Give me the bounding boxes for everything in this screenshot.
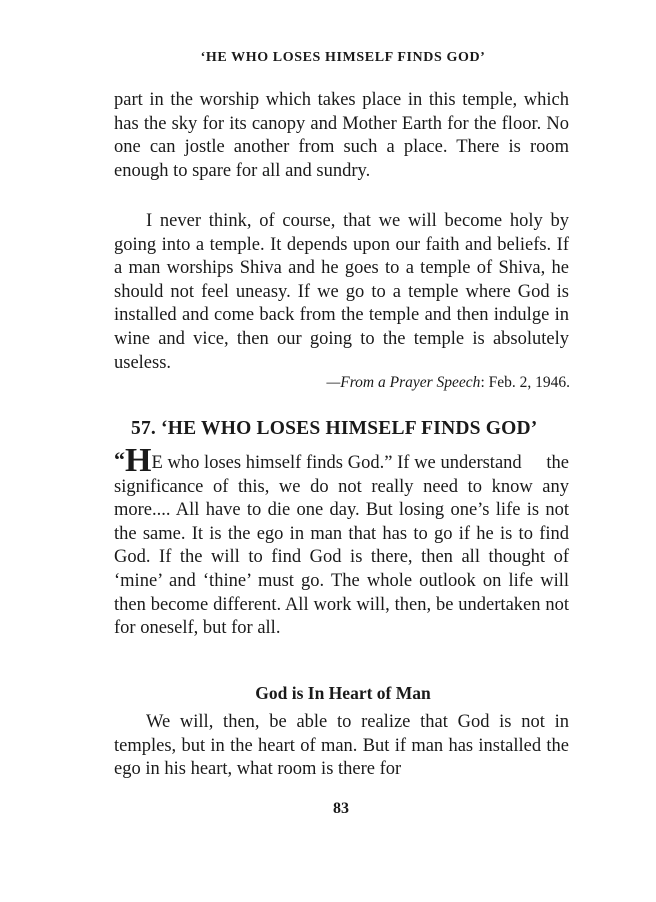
paragraph-text (114, 442, 570, 641)
paragraph-rest: the significance of this, we do not really need to know any more.... All have to die one day. But losing one’s life is not the same. It is the ego in man that has to go if he is to find God. If the will to find God is there, then all thought of ‘mine’ and ‘thine’ must go. The whole outlook on life will then become different. All work will, then, be undertaken not for oneself, but for all. (114, 453, 570, 639)
paragraph-continued (114, 89, 569, 183)
source-citation (326, 374, 570, 392)
open-quote: “ (114, 447, 125, 472)
paragraph-heart-of-man (114, 711, 569, 782)
paragraph-loses-himself (114, 442, 570, 641)
first-line: E who loses himself finds God.” If we understand (151, 453, 522, 473)
running-head: ‘HE WHO LOSES HIMSELF FINDS GOD’ (200, 50, 486, 65)
paragraph-text: I never think, of course, that we will become holy by going into a temple. It depends upon our faith and beliefs. If a man worships Shiva and he goes to a temple of Shiva, he should not feel uneasy. If we go to a temple where God is installed and come back from the temple and then indulge in wine and vice, then our going to the temple is absolutely useless. (114, 211, 569, 373)
page-number: 83 (333, 800, 349, 817)
paragraph-text: We will, then, be able to realize that God is not in temples, but in the heart of man. But if man has installed the ego in his heart, what room is there for (114, 712, 569, 780)
paragraph-text: part in the worship which takes place in this temple, which has the sky for its canopy and Mother Earth for the floor. No one can jostle another from such a place. There is room enough to spare for all and sundry. (114, 90, 569, 181)
subheading: God is In Heart of Man (255, 683, 431, 703)
drop-cap: H (125, 442, 152, 479)
paragraph-temple-faith (114, 210, 569, 375)
section-heading: 57. ‘HE WHO LOSES HIMSELF FINDS GOD’ (131, 418, 538, 439)
source-title: —From a Prayer Speech (326, 374, 481, 391)
source-date: : Feb. 2, 1946. (480, 374, 570, 391)
